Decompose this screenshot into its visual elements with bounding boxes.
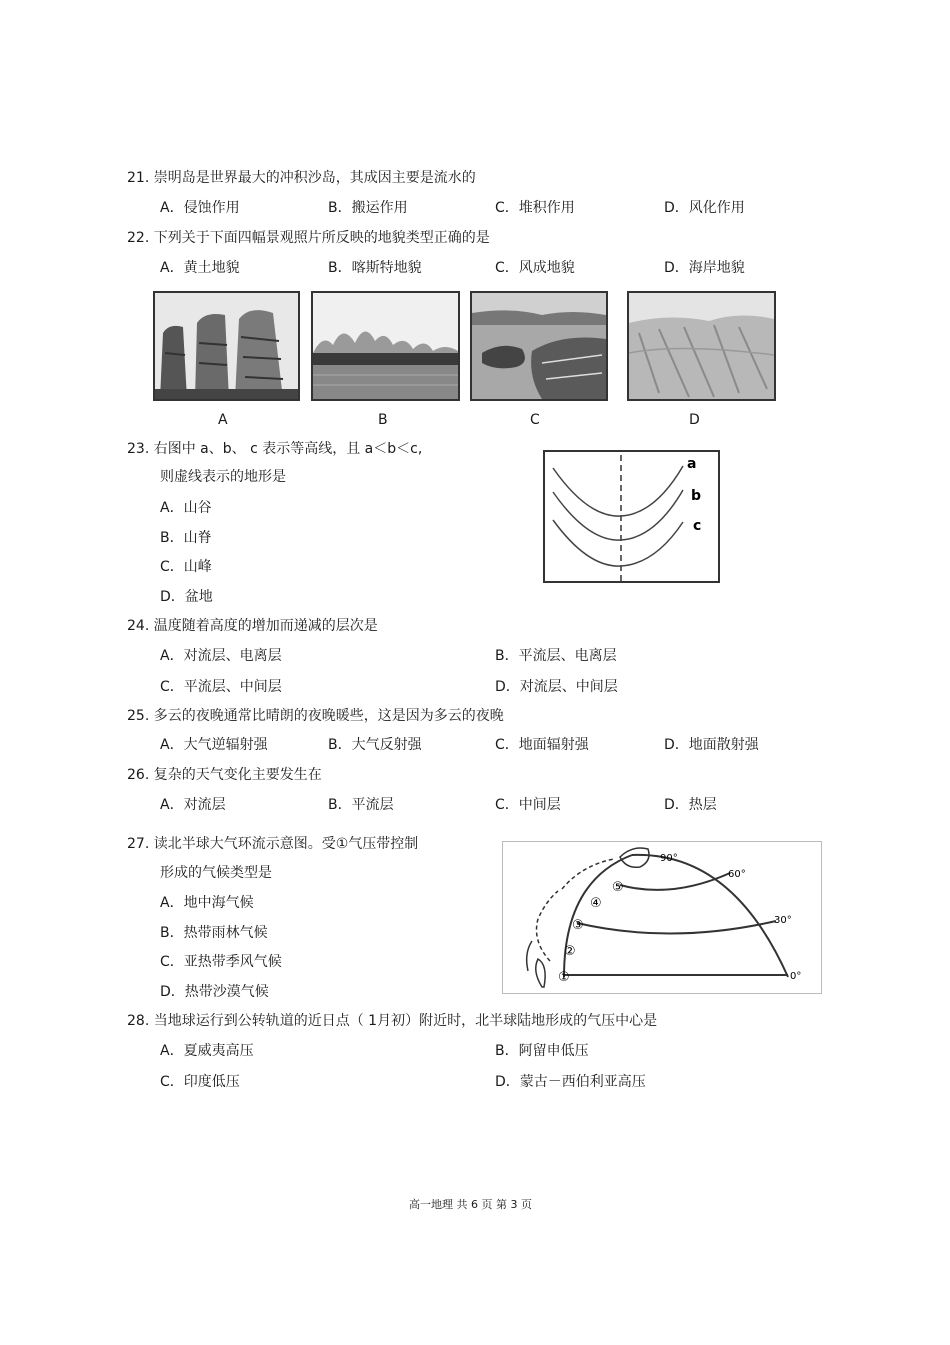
q27-option-b: B．热带雨林气候 <box>160 925 268 941</box>
belt-label-5: ⑤ <box>612 880 624 895</box>
q23-option-d: D．盆地 <box>160 589 213 605</box>
q24-stem: 24. 温度随着高度的增加而递减的层次是 <box>127 618 378 634</box>
q21-option-b: B．搬运作用 <box>328 200 408 216</box>
q26-option-c: C．中间层 <box>495 797 561 813</box>
q27-stem: 27. 读北半球大气环流示意图。受①气压带控制 <box>127 836 419 852</box>
photo-label-a: A <box>218 412 228 428</box>
lat-label-90: 90° <box>660 853 678 864</box>
photo-label-d: D <box>689 412 700 428</box>
q22-option-a: A．黄土地貌 <box>160 260 240 276</box>
q25-stem: 25. 多云的夜晚通常比晴朗的夜晚暖些，这是因为多云的夜晚 <box>127 708 504 724</box>
q27-stem-line2: 形成的气候类型是 <box>160 865 272 881</box>
q28-stem: 28. 当地球运行到公转轨道的近日点（ 1月初）附近时，北半球陆地形成的气压中心是 <box>127 1013 658 1029</box>
photo-label-c: C <box>530 412 540 428</box>
q23-stem-line2: 则虚线表示的地形是 <box>160 469 286 485</box>
photo-c-coastal-cliff <box>470 291 608 401</box>
q23-option-a: A．山谷 <box>160 500 212 516</box>
q23-option-c: C．山峰 <box>160 559 212 575</box>
q28-option-a: A．夏威夷高压 <box>160 1043 254 1059</box>
q26-option-d: D．热层 <box>664 797 717 813</box>
lat-label-0: 0° <box>790 971 802 982</box>
q24-option-b: B．平流层、电离层 <box>495 648 617 664</box>
q26-option-a: A．对流层 <box>160 797 226 813</box>
q27-option-c: C．亚热带季风气候 <box>160 954 282 970</box>
q22-option-b: B．喀斯特地貌 <box>328 260 422 276</box>
photo-b-karst-river <box>311 291 460 401</box>
q23-option-b: B．山脊 <box>160 530 212 546</box>
q23-stem: 23. 右图中 a、b、 c 表示等高线，且 a＜b＜c, <box>127 441 423 457</box>
q27-option-a: A．地中海气候 <box>160 895 254 911</box>
belt-label-4: ④ <box>590 896 602 911</box>
q25-option-b: B．大气反射强 <box>328 737 422 753</box>
contour-label-b: b <box>691 488 702 504</box>
q25-option-a: A．大气逆辐射强 <box>160 737 268 753</box>
q27-option-d: D．热带沙漠气候 <box>160 984 269 1000</box>
q24-option-a: A．对流层、电离层 <box>160 648 282 664</box>
q21-option-d: D．风化作用 <box>664 200 745 216</box>
photo-d-loess <box>627 291 776 401</box>
photo-label-b: B <box>378 412 388 428</box>
contour-diagram <box>543 450 720 583</box>
lat-label-60: 60° <box>728 869 746 880</box>
q25-option-d: D．地面散射强 <box>664 737 759 753</box>
q21-option-a: A．侵蚀作用 <box>160 200 240 216</box>
q25-option-c: C．地面辐射强 <box>495 737 589 753</box>
q26-option-b: B．平流层 <box>328 797 394 813</box>
belt-label-2: ② <box>564 944 576 959</box>
q22-option-d: D．海岸地貌 <box>664 260 745 276</box>
q21-option-c: C．堆积作用 <box>495 200 575 216</box>
contour-label-a: a <box>687 456 697 472</box>
q28-option-d: D．蒙古－西伯利亚高压 <box>495 1074 646 1090</box>
contour-label-c: c <box>693 518 702 534</box>
atmospheric-circulation-diagram <box>502 841 822 994</box>
belt-label-3: ③ <box>572 918 584 933</box>
q24-option-d: D．对流层、中间层 <box>495 679 618 695</box>
q21-stem: 21. 崇明岛是世界最大的冲积沙岛，其成因主要是流水的 <box>127 170 476 186</box>
q26-stem: 26. 复杂的天气变化主要发生在 <box>127 767 322 783</box>
q24-option-c: C．平流层、中间层 <box>160 679 282 695</box>
page-footer: 高一地理 共 6 页 第 3 页 <box>409 1198 532 1211</box>
q28-option-b: B．阿留申低压 <box>495 1043 589 1059</box>
lat-label-30: 30° <box>774 915 792 926</box>
q28-option-c: C．印度低压 <box>160 1074 240 1090</box>
q22-stem: 22. 下列关于下面四幅景观照片所反映的地貌类型正确的是 <box>127 230 490 246</box>
photo-a-rock-pillars <box>153 291 300 401</box>
q22-option-c: C．风成地貌 <box>495 260 575 276</box>
belt-label-1: ① <box>558 970 570 985</box>
